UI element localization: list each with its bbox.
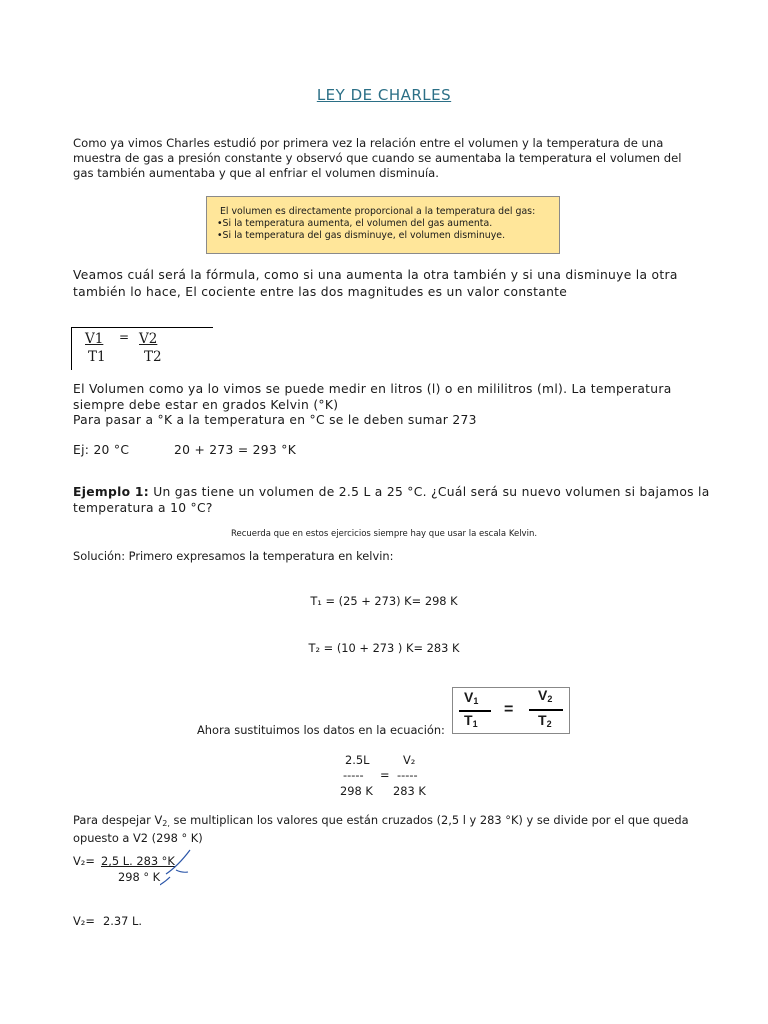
substitute-text: Ahora sustituimos los datos en la ecuación: [197,723,445,737]
example-calc: 20 + 273 = 293 °K [174,443,297,457]
frac-left-num: 2.5L [345,753,370,767]
intro-paragraph: Como ya vimos Charles estudió por primera vez la relación entre el volumen y la temperatura de una muestra de gas a presión constante y observó que cuando se aumentaba la temperatura el volumen del gas también aumentaba y que al enfriar el volumen disminuía. [73,136,682,180]
highlight-item: •Si la temperatura del gas disminuye, el volumen disminuye. [217,230,506,241]
ejemplo-1-label: Ejemplo 1: [73,485,149,499]
frac-left-bar: ----- [343,768,364,782]
formula-v2: V2 [139,331,158,347]
cancel-marks [160,846,200,892]
despejar-paragraph: Para despejar V2, se multiplican los valores que están cruzados (2,5 l y 283 °K) y se divide por el que queda opuesto a V2 (298 ° K) [73,813,689,845]
formula-t1: T1 [88,349,106,365]
eqbox-equals: = [504,701,514,718]
eqbox-right-bar [529,709,563,711]
formula-equals: = [119,330,130,344]
units-paragraph: El Volumen como ya lo vimos se puede medir en litros (l) o en mililitros (ml). La temperatura siempre debe estar en grados Kelvin (°K) [73,382,672,412]
frac-right-den: 283 K [393,784,426,798]
eqbox-t2: $T_2$ [538,712,552,729]
formula-intro-paragraph: Veamos cuál será la fórmula, como si una aumenta la otra también y si una disminuye la otra también lo hace, El cociente entre las dos magnitudes es un valor constante [73,268,678,299]
frac-right-bar: ----- [397,768,418,782]
example-label: Ej: 20 °C [73,443,130,457]
frac-left-den: 298 K [340,784,373,798]
cross-lhs: V₂= [73,854,95,868]
equation-box [452,687,570,734]
highlight-box [206,196,560,254]
t2-calculation: T₂ = (10 + 273 ) K= 283 K [308,641,460,655]
cross-denominator: 298 ° K [118,870,161,884]
t1-calculation: T₁ = (25 + 273) K= 298 K [310,594,458,608]
cancel-stroke-bottom [160,877,170,886]
charles-formula [71,327,213,370]
formula-v1: V1 [85,331,104,347]
cross-numerator: 2,5 L. 283 °K [101,854,175,868]
cancel-hook-top [176,870,188,872]
eqbox-t1: $T_1$ [464,712,478,729]
conversion-text: Para pasar a °K a la temperatura en °C se le deben sumar 273 [73,413,477,427]
highlight-heading: El volumen es directamente proporcional a la temperatura del gas: [220,206,536,217]
ejemplo-1-text: Un gas tiene un volumen de 2.5 L a 25 °C. ¿Cuál será su nuevo volumen si bajamos la temperatura a 10 °C? [73,485,710,515]
frac-right-num: V₂ [403,753,416,767]
page-title: LEY DE CHARLES [316,86,452,104]
answer-value: 2.37 L. [103,914,142,928]
eqbox-v1: $V_1$ [464,689,479,706]
solution-intro: Solución: Primero expresamos la temperatura en kelvin: [73,549,394,563]
answer-lhs: V₂= [73,914,95,928]
ejemplo-1 [73,484,713,516]
reminder-note: Recuerda que en estos ejercicios siempre hay que usar la escala Kelvin. [230,529,538,539]
eqbox-v2: $V_2$ [538,687,553,704]
formula-t2: T2 [144,349,162,365]
highlight-item: •Si la temperatura aumenta, el volumen del gas aumenta. [217,218,493,229]
frac-equals: = [380,768,390,782]
